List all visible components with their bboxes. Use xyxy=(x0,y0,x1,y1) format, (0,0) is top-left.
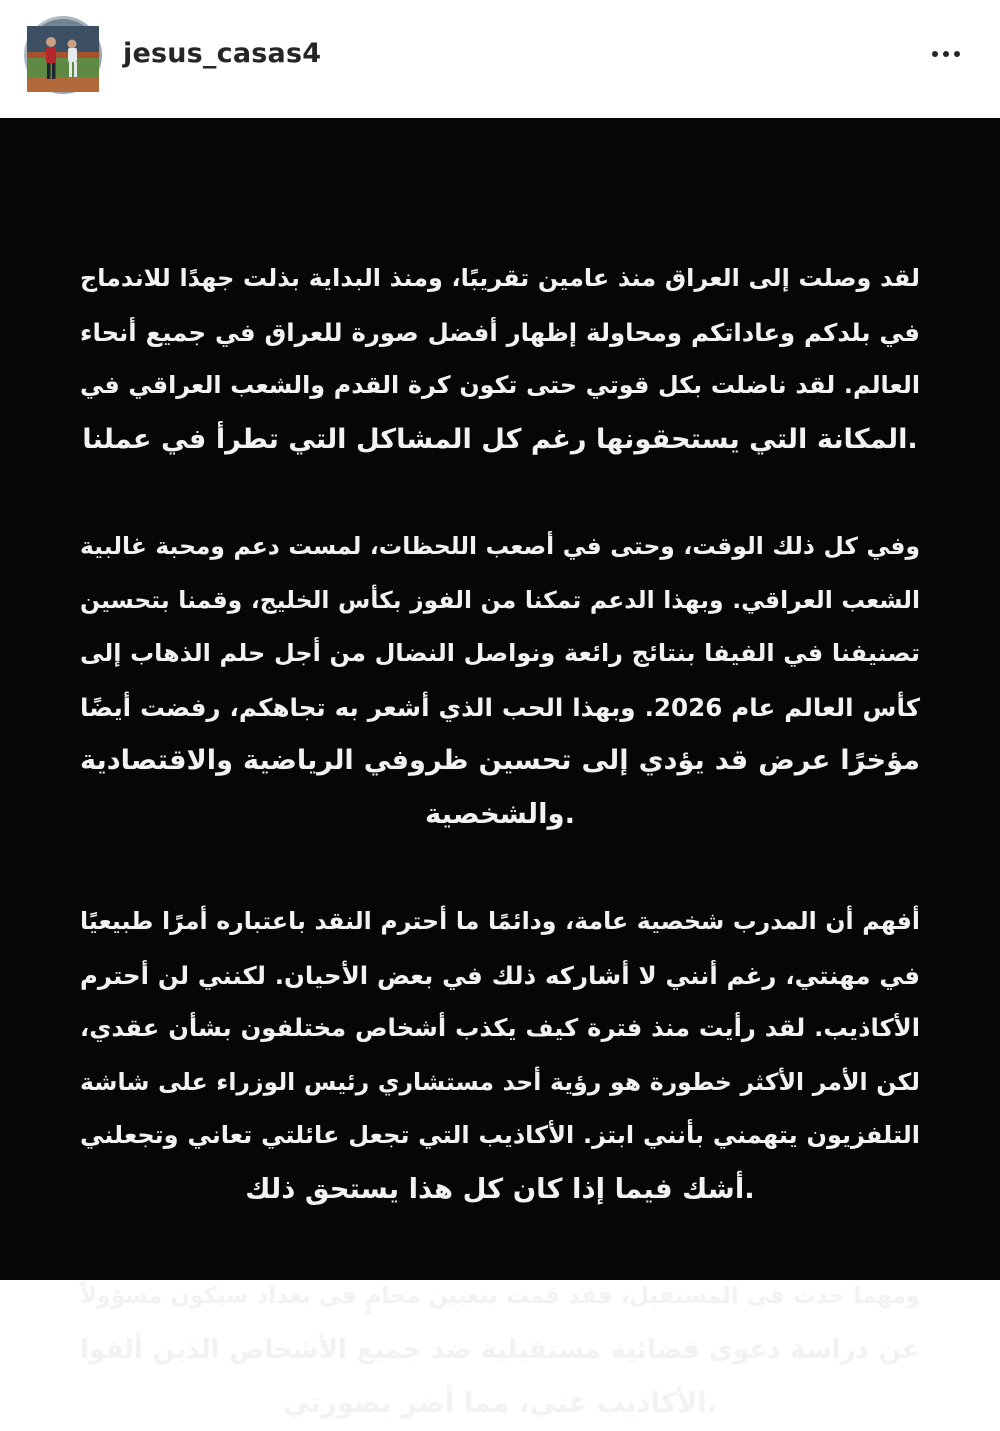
dot xyxy=(932,51,938,57)
more-options-icon[interactable] xyxy=(916,32,976,76)
text-line: .الأكاذيب عني، مما أضر بصورتي xyxy=(282,1387,718,1419)
text-line: وفي كل ذلك الوقت، وحتى في أصعب اللحظات، لمست دعم ومحبة غالبية xyxy=(80,532,920,560)
text-line: .المكانة التي يستحقونها رغم كل المشاكل التي تطرأ في عملنا xyxy=(82,423,918,455)
text-line: لقد وصلت إلى العراق منذ عامين تقريبًا، ومنذ البداية بذلت جهدًا للاندماج xyxy=(80,264,920,292)
text-line: مؤخرًا عرض قد يؤدي إلى تحسين ظروفي الرياضية والاقتصادية xyxy=(80,745,920,776)
text-line: لكن الأمر الأكثر خطورة هو رؤية أحد مستشاري رئيس الوزراء على شاشة xyxy=(80,1067,920,1096)
text-line: .والشخصية xyxy=(424,797,576,830)
text-line: أفهم أن المدرب شخصية عامة، ودائمًا ما أحترم النقد باعتباره أمرًا طبيعيًا xyxy=(80,907,920,935)
text-line: في بلدكم وعاداتكم ومحاولة إظهار أفضل صورة للعراق في جميع أنحاء xyxy=(80,317,920,347)
text-line: .أشك فيما إذا كان كل هذا يستحق ذلك xyxy=(245,1172,755,1205)
text-line: كأس العالم عام 2026. وبهذا الحب الذي أشعر به تجاهكم، رفضت أيضًا xyxy=(80,692,920,722)
text-line: في مهنتي، رغم أنني لا أشاركه ذلك في بعض الأحيان. لكنني لن أحترم xyxy=(80,960,920,990)
paragraph-4 xyxy=(80,1270,920,1431)
text-line: ومهما حدث في المستقبل، فقد قمت بتعيين محامٍ في بغداد سيكون مسؤولاً xyxy=(80,1283,920,1309)
text-line: تصنيفنا في الفيفا بنتائج رائعة ونواصل النضال من أجل حلم الذهاب إلى xyxy=(80,639,920,667)
avatar[interactable] xyxy=(24,16,102,94)
post-header xyxy=(0,0,1000,118)
post-image[interactable] xyxy=(0,118,1000,1419)
dot xyxy=(943,51,949,57)
username[interactable]: jesus_casas4 xyxy=(123,38,322,69)
text-line: التلفزيون يتهمني بأنني ابتز. الأكاذيب التي تجعل عائلتي تعاني وتجعلني xyxy=(80,1121,920,1149)
dot xyxy=(954,51,960,57)
text-line: الأكاذيب. لقد رأيت منذ فترة كيف يكذب أشخاص مختلفون بشأن عقدي، xyxy=(80,1014,920,1042)
statement-text xyxy=(80,252,920,1431)
text-line: الشعب العراقي. وبهذا الدعم تمكنا من الفوز بكأس الخليج، وقمنا بتحسين xyxy=(80,585,920,614)
text-line: عن دراسة دعوى قضائية مستقبلية ضد جميع الأشخاص الذين ألقوا xyxy=(80,1334,920,1365)
text-line: العالم. لقد ناضلت بكل قوتي حتى تكون كرة القدم والشعب العراقي في xyxy=(80,371,920,399)
profile-photo-icon xyxy=(24,16,102,94)
paragraph-2 xyxy=(80,520,920,841)
paragraph-1 xyxy=(80,252,920,466)
paragraph-3 xyxy=(80,895,920,1216)
